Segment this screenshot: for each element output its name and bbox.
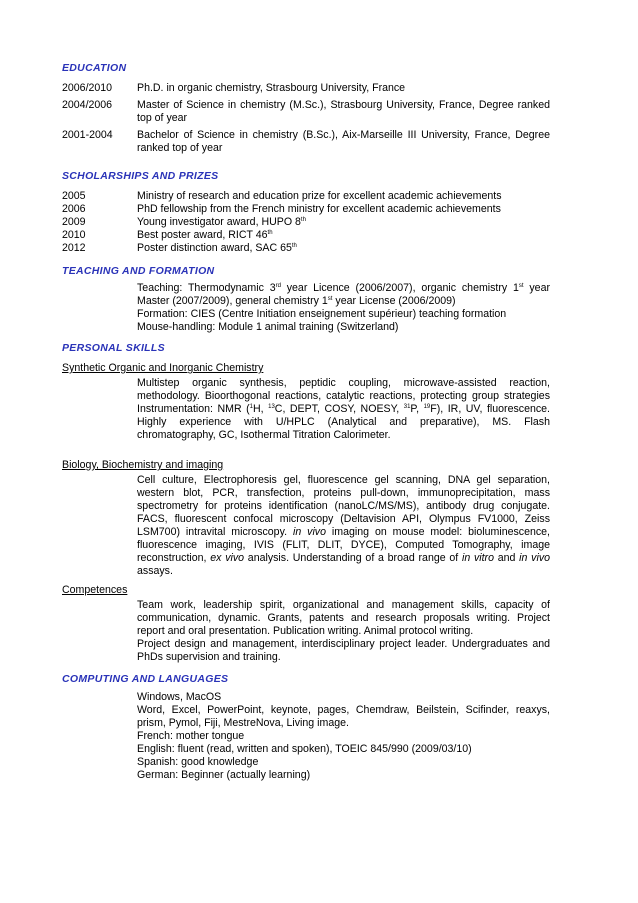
education-heading: EDUCATION — [62, 62, 127, 74]
prize-text: Ministry of research and education prize for excellent academic achievements — [137, 190, 502, 202]
skill-line: chromatography, GC, Isothermal Titration Calorimeter. — [137, 429, 391, 441]
skill-line: fluorescence imaging, IVIS (FLIT, DLIT, DYCE), Computed Tomography, image — [137, 539, 550, 551]
prize-year: 2009 — [62, 216, 86, 228]
education-text-line: Master of Science in chemistry (M.Sc.), Strasbourg University, France, Degree ranked — [137, 99, 550, 111]
skill-line: FACS, fluorescent confocal microscopy (Deltavision API, Olympus FV1000, Zeiss — [137, 513, 550, 525]
prize-year: 2012 — [62, 242, 86, 254]
computing-line: French: mother tongue — [137, 730, 245, 742]
computing-line: German: Beginner (actually learning) — [137, 769, 311, 781]
prize-text: PhD fellowship from the French ministry for excellent academic achievements — [137, 203, 501, 215]
prize-year: 2010 — [62, 229, 86, 241]
prize-text: Best poster award, RICT 46th — [137, 229, 273, 241]
prize-text: Poster distinction award, SAC 65th — [137, 242, 297, 254]
skill-line: western blot, PCR, transfection, proteins pull-down, immunoprecipitation, mass — [137, 487, 550, 499]
computing-block — [137, 691, 550, 782]
teaching-heading: TEACHING AND FORMATION — [62, 265, 215, 277]
prize-year: 2005 — [62, 190, 86, 202]
skill-line: Team work, leadership spirit, organizational and management skills, capacity of — [137, 599, 550, 611]
teaching-line: Teaching: Thermodynamic 3rd year Licence (2006/2007), organic chemistry 1st year — [137, 282, 550, 294]
biology-block — [137, 474, 550, 578]
teaching-line: Mouse-handling: Module 1 animal training (Switzerland) — [137, 321, 399, 333]
skill-line: report and oral presentation. Publication writing. Animal protocol writing. — [137, 625, 474, 637]
skill-line: communication, dynamic. Grants, patents and research proposals writing. Project — [137, 612, 550, 624]
teaching-line: Formation: CIES (Centre Initiation enseignement supérieur) teaching formation — [137, 308, 507, 320]
scholarships-heading: SCHOLARSHIPS AND PRIZES — [62, 170, 219, 182]
skill-line: Project design and management, interdisciplinary project leader. Undergraduates and — [137, 638, 550, 650]
skill-line: LSM700) intravital microscopy. in vivo imaging on mouse model: bioluminescence, — [137, 526, 551, 538]
skill-line: Highly experience with U/HPLC (Analytical and preparative), MS. Flash — [137, 416, 550, 428]
biology-title: Biology, Biochemistry and imaging — [62, 459, 224, 471]
computing-line: prism, Pymol, Fiji, MestreNova, Living image. — [137, 717, 349, 729]
education-text: Ph.D. in organic chemistry, Strasbourg University, France — [137, 82, 406, 94]
teaching-line: Master (2007/2009), general chemistry 1st year License (2006/2009) — [137, 295, 456, 307]
education-row — [62, 129, 550, 157]
teaching-block — [137, 282, 550, 334]
education-years: 2006/2010 — [62, 82, 113, 94]
synthetic-chemistry-block — [137, 377, 550, 442]
computing-line: Word, Excel, PowerPoint, keynote, pages, Chemdraw, Beilstein, Scifinder, reaxys, — [137, 704, 550, 716]
skill-line: Cell culture, Electrophoresis gel, fluorescence gel scanning, DNA gel separation, — [137, 474, 550, 486]
education-years: 2001-2004 — [62, 129, 113, 141]
prize-text: Young investigator award, HUPO 8th — [137, 216, 306, 228]
competences-title: Competences — [62, 584, 128, 596]
competences-block — [137, 599, 550, 664]
prize-year: 2006 — [62, 203, 86, 215]
synthetic-chemistry-title: Synthetic Organic and Inorganic Chemistry — [62, 362, 264, 374]
computing-heading: COMPUTING AND LANGUAGES — [62, 673, 229, 685]
skill-line: assays. — [137, 565, 173, 577]
education-row — [62, 99, 550, 127]
computing-line: English: fluent (read, written and spoken), TOEIC 845/990 (2009/03/10) — [137, 743, 472, 755]
skill-line: PhDs supervision and training. — [137, 651, 281, 663]
computing-line: Spanish: good knowledge — [137, 756, 259, 768]
skills-heading: PERSONAL SKILLS — [62, 342, 165, 354]
education-text-line: top of year — [137, 112, 188, 124]
education-text-line: ranked top of year — [137, 142, 223, 154]
skill-line: spectrometry for proteins identification (nanoLC/MS/MS), antibody drug conjugate. — [137, 500, 550, 512]
skill-line: methodology. Bioorthogonal reactions, catalytic reactions, protecting group strategies — [137, 390, 550, 402]
education-years: 2004/2006 — [62, 99, 113, 111]
education-text-line: Bachelor of Science in chemistry (B.Sc.), Aix-Marseille III University, France, Degree — [137, 129, 550, 141]
skill-line: Multistep organic synthesis, peptidic coupling, microwave-assisted reaction, — [137, 377, 550, 389]
computing-line: Windows, MacOS — [137, 691, 222, 703]
skill-line: Instrumentation: NMR ($^1$H, $^{13}$C, DEPT, COSY, NOESY, $^{31}$P, $^{19}$F), IR, UV, fluorescence. — [137, 403, 550, 415]
skill-line: reconstruction, ex vivo analysis. Understanding of a broad range of in vitro and in vivo — [137, 552, 551, 564]
